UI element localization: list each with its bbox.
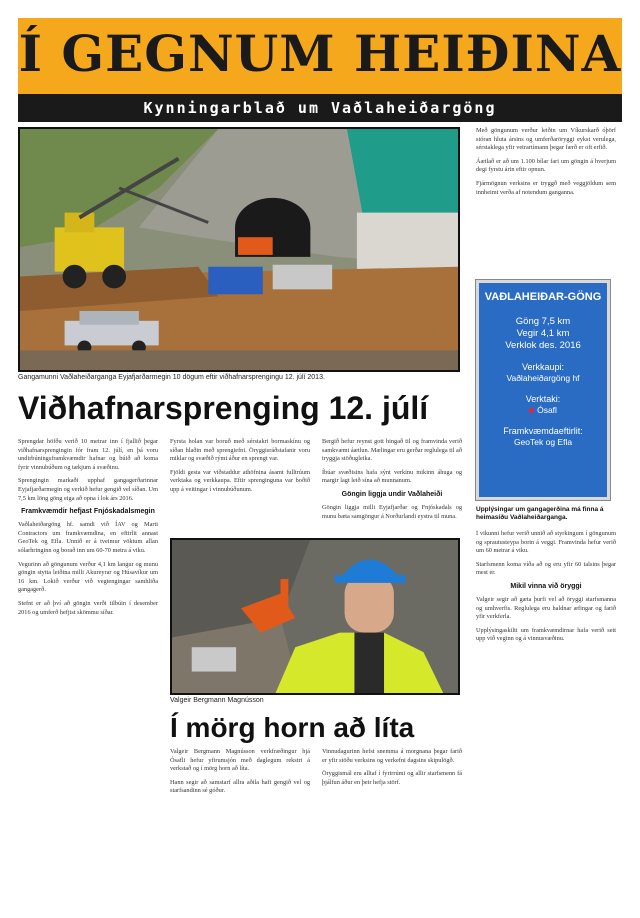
info-value: Ósafl	[479, 405, 607, 416]
info-label: Verktaki:	[525, 394, 561, 404]
paragraph: Sprengdar höfðu verið 10 metrar inn í fjallið þegar viðhafnarsprengingin fór fram 12. júlí, en þá voru undirbúningsframkvæmdir hafnar og búið að koma fyrir vinnubúðum og tækjum á svæðinu.	[18, 438, 158, 471]
info-value: GeoTek og Efla	[513, 437, 573, 447]
article-headline: Í mörg horn að líta	[170, 712, 415, 743]
section-heading: Framkvæmdir hefjast Fnjóskadalsmegin	[21, 508, 155, 516]
info-value: Vaðlaheiðargöng hf	[506, 373, 580, 383]
article-column	[170, 438, 310, 533]
photo-caption: Gangamunni Vaðlaheiðarganga Eyjafjarðarmegin 10 dögum eftir viðhafnarsprengingu 12. júlí 2013.	[18, 374, 325, 381]
section-heading: Göngin liggja undir Vaðlaheiði	[341, 490, 443, 498]
paragraph: Starfsmenn koma víða að og eru yfir 60 talsins þegar mest er.	[476, 560, 616, 577]
paragraph: Öryggismál eru alltaf í fyrirrúmi og allir starfsmenn fá þjálfun áður en þeir hefja störf.	[322, 770, 462, 786]
section-heading: Mikil vinna við öryggi	[510, 582, 582, 590]
paragraph: Með göngunum verður leiðin um Víkurskarð óþörf stóran hluta ársins og umferðaröryggi eykst verulega, sérstaklega yfir vetrartímann þegar færð er oft erfið.	[476, 127, 616, 152]
photo-caption: Valgeir Bergmann Magnússon	[170, 697, 264, 704]
article-column	[476, 127, 616, 275]
paragraph: Valgeir segir að gæta þurfi vel að öryggi starfsmanna og umhverfis. Reglulega eru haldnar æfingar og farið yfir verkferla.	[476, 595, 616, 621]
paragraph: Stefnt er að því að göngin verði tilbúin í desember 2016 og umferð hefjist skömmu síðar.	[18, 599, 158, 616]
info-label: Framkvæmdaeftirlit:	[503, 426, 583, 436]
paragraph: Vegurinn að göngunum verður 4,1 km langur og munu göngin stytta leiðina milli Akureyrar og Húsavíkur um 16 km. Lokið verður við vegtengingar samhliða gangagerð.	[18, 560, 158, 594]
paragraph: Í vikunni hefur verið unnið að styrkingum í göngunum og sprautusteypa borin á veggi. Framvinda hefur verið um 60 metrar á viku.	[476, 530, 616, 555]
paragraph: Fjármögnun verksins er tryggð með veggjöldum sem innheimt verða af notendum ganganna.	[476, 179, 616, 196]
paragraph: Göngin liggja milli Eyjafjarðar og Fnjóskadals og munu bæta samgöngur á Norðurlandi eystra til muna.	[322, 503, 462, 520]
article-column	[170, 748, 310, 898]
stat-completion: Verklok des. 2016	[505, 340, 581, 351]
tunnel-portal-photo	[18, 127, 460, 372]
article-column	[322, 438, 462, 533]
info-box-title: VAÐLAHEIÐAR-GÖNG	[484, 291, 602, 303]
masthead-subtitle: Kynningarblað um Vaðlaheiðargöng	[18, 94, 622, 122]
masthead-title: Í GEGNUM HEIÐINA	[18, 24, 622, 83]
masthead	[18, 18, 622, 94]
paragraph: Fjöldi gesta var viðstaddur athöfnina ásamt fulltrúum verktaka og verkkaupa. Eftir sprenginguna var boðið upp á veitingar í vinnubúðunum.	[170, 468, 310, 493]
paragraph: Upplýsingaskilti um framkvæmdirnar hafa verið sett upp við veginn og á vinnusvæðinu.	[476, 626, 616, 643]
article-column	[476, 530, 616, 898]
paragraph: Fyrsta holan var boruð með sérstakri bormaskínu og síðan hlaðin með sprengiefni. Öryggisráðstafanir voru miklar og svæðið rýmt áður en sprengt var.	[170, 438, 310, 463]
paragraph: Íbúar svæðisins hafa sýnt verkinu mikinn áhuga og margir lagt leið sína að munnanum.	[322, 468, 462, 485]
tunnel-info-box	[476, 280, 610, 500]
paragraph: Bergið hefur reynst gott hingað til og framvinda verið samkvæmt áætlun. Mælingar eru gerðar reglulega til að tryggja stöðugleika.	[322, 438, 462, 463]
stat-tunnel-length: Göng 7,5 km	[515, 316, 571, 327]
info-box-note: Upplýsingar um gangagerðina má finna á heimasíðu Vaðlaheiðarganga.	[476, 506, 604, 521]
paragraph: Hann segir að samstarf allra aðila hafi gengið vel og starfsandinn sé góður.	[170, 778, 310, 795]
stat-road-length: Vegir 4,1 km	[516, 328, 570, 339]
red-dot-icon	[529, 408, 534, 413]
portrait-photo	[170, 538, 460, 695]
paragraph: Áætlað er að um 1.100 bílar fari um göngin á hverjum degi fyrstu árin eftir opnun.	[476, 157, 616, 174]
info-box-stats	[479, 316, 607, 352]
paragraph: Valgeir Bergmann Magnússon verkfræðingur hjá Ósafli hefur yfirumsjón með daglegum rekstri á verkstað og í mörg horn að líta.	[170, 748, 310, 773]
article-headline: Viðhafnarsprenging 12. júlí	[18, 390, 429, 426]
paragraph: Sprengingin markaði upphaf gangagerðarinnar Eyjafjarðarmegin og verkið hefur gengið vel síðan. Um 7,5 km löng göng eiga að opna í lok árs 2016.	[18, 477, 158, 502]
info-label: Verkkaupi:	[521, 362, 565, 372]
article-column	[18, 438, 158, 898]
paragraph: Vinnudagurinn hefst snemma á morgnana þegar farið er yfir stöðu verksins og verkefni dagsins skipulögð.	[322, 748, 462, 764]
paragraph: Vaðlaheiðargöng hf. samdi við ÍAV og Marti Contractors um framkvæmdina, en eftirlit annast GeoTek og Efla. Unnið er á tveimur vöktum allan sólarhringinn og borað inn um 60-70 metra á viku.	[18, 521, 158, 554]
article-column	[322, 748, 462, 898]
